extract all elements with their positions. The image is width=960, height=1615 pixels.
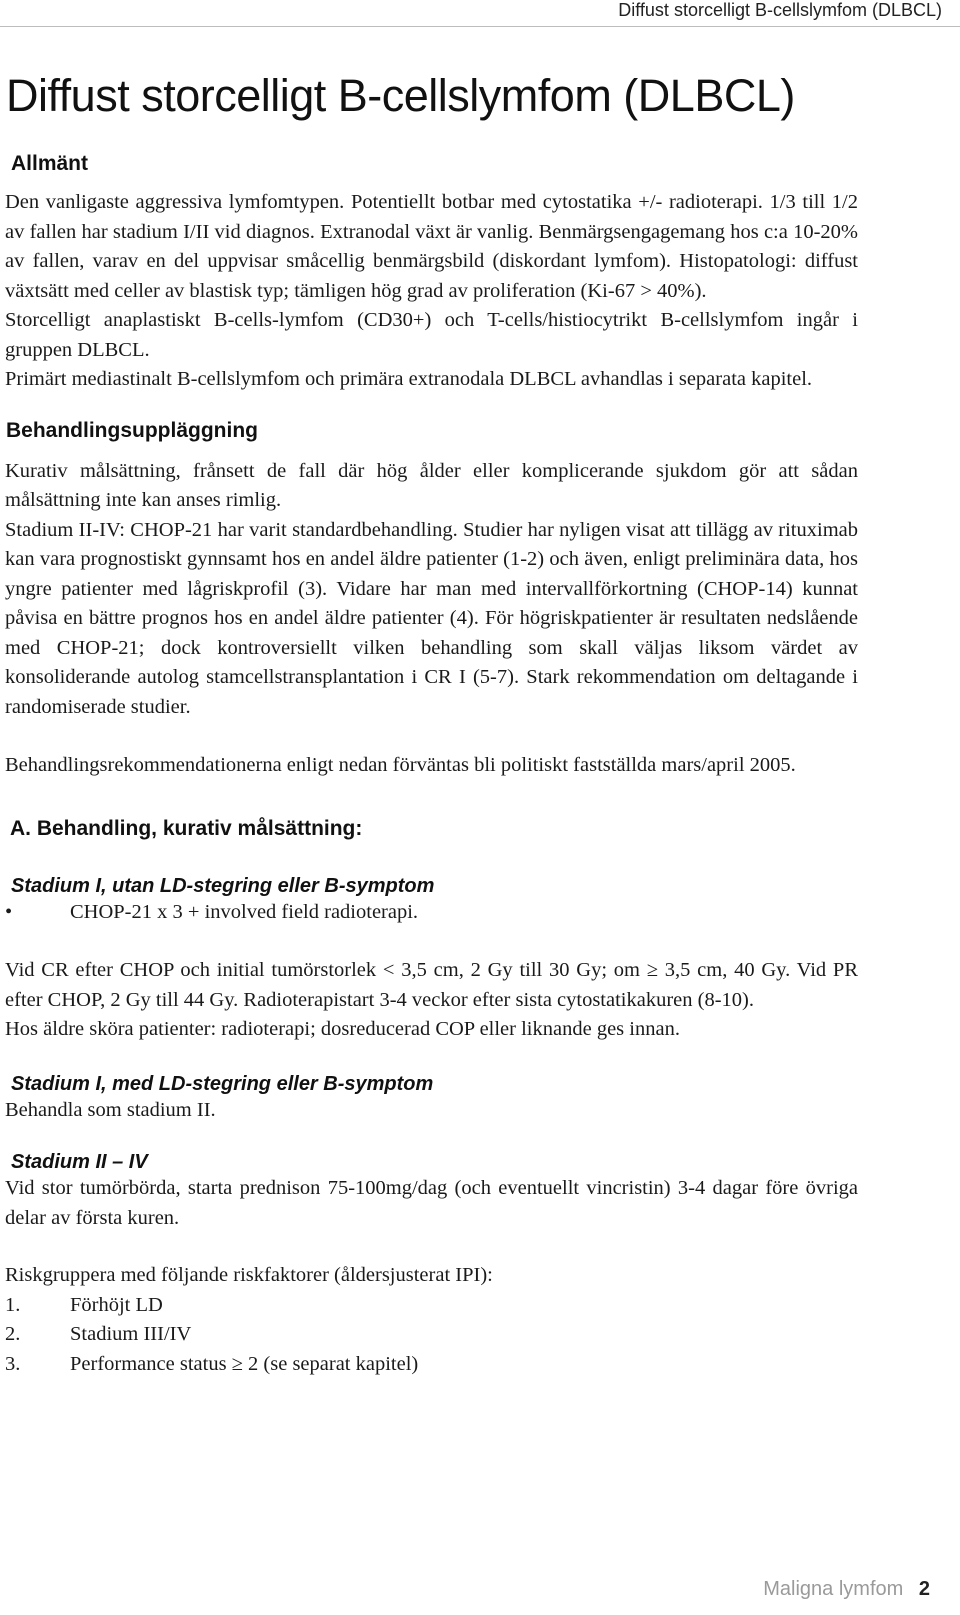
bullet-marker: • xyxy=(5,900,13,923)
subheading-stadium-ii-iv: Stadium II – IV xyxy=(11,1151,148,1173)
heading-behandlingsupplaggning: Behandlingsuppläggning xyxy=(6,418,258,442)
paragraph: Storcelligt anaplastiskt B-cells-lymfom (CD30+) och T-cells/histiocytrikt B-cellslymfom ingår i gruppen DLBCL. xyxy=(5,309,858,361)
subheading-stadium-i-med: Stadium I, med LD-stegring eller B-symptom xyxy=(11,1072,434,1095)
paragraph: Hos äldre sköra patienter: radioterapi; dosreducerad COP eller liknande ges innan. xyxy=(5,1018,680,1040)
list-item xyxy=(5,1291,858,1321)
document-body xyxy=(5,152,858,1379)
bullet-item xyxy=(5,898,858,928)
paragraph: Riskgruppera med följande riskfaktorer (åldersjusterat IPI): xyxy=(5,1264,493,1286)
bullet-text: CHOP-21 x 3 + involved field radioterapi. xyxy=(70,900,419,923)
list-marker: 1. xyxy=(5,1293,21,1316)
header-divider xyxy=(0,26,960,27)
paragraph: Den vanligaste aggressiva lymfomtypen. Potentiellt botbar med cytostatika +/- radioterapi. 1/3 till 1/2 av fallen har stadium I/II vid diagnos. Extranodal växt är vanlig. Benmärgsengagemang hos c:a 10-20% av fallen, varav en del uppvisar småcellig benmärgsbild (diskordant lymfom). Histopatologi: diffust växtsätt med celler av blastisk typ; tämligen hög grad av proliferation (Ki-67 > 40%). xyxy=(5,191,858,302)
subheading-stadium-i-utan: Stadium I, utan LD-stegring eller B-symptom xyxy=(11,874,435,897)
paragraph: Primärt mediastinalt B-cellslymfom och primära extranodala DLBCL avhandlas i separata kapitel. xyxy=(5,368,813,390)
list-text: Performance status ≥ 2 (se separat kapitel) xyxy=(70,1352,419,1375)
paragraph: Behandla som stadium II. xyxy=(5,1098,216,1121)
paragraph: Vid stor tumörbörda, starta prednison 75-100mg/dag (och eventuellt vincristin) 3-4 dagar före övriga delar av första kuren. xyxy=(5,1177,858,1229)
page-number: 2 xyxy=(918,1578,930,1600)
list-marker: 2. xyxy=(5,1323,21,1345)
heading-allmant: Allmänt xyxy=(11,152,89,175)
list-text: Förhöjt LD xyxy=(70,1293,163,1316)
list-marker: 3. xyxy=(5,1352,21,1375)
list-item xyxy=(5,1320,858,1350)
list-item xyxy=(5,1350,858,1380)
paragraph: Behandlingsrekommendationerna enligt nedan förväntas bli politiskt fastställda mars/april 2005. xyxy=(5,754,796,776)
paragraph: Vid CR efter CHOP och initial tumörstorlek < 3,5 cm, 2 Gy till 30 Gy; om ≥ 3,5 cm, 40 Gy. Vid PR efter CHOP, 2 Gy till 44 Gy. Radioterapistart 3-4 veckor efter sista cytostatikakuren (8-10). xyxy=(5,959,858,1011)
list-text: Stadium III/IV xyxy=(70,1323,192,1345)
footer-section-title: Maligna lymfom xyxy=(763,1578,904,1600)
heading-behandling-kurativ: A. Behandling, kurativ målsättning: xyxy=(10,816,363,840)
paragraph: Kurativ målsättning, frånsett de fall där hög ålder eller komplicerande sjukdom gör att sådan målsättning inte kan anses rimlig. xyxy=(5,459,858,511)
page-footer xyxy=(763,1578,930,1601)
paragraph: Stadium II-IV: CHOP-21 har varit standardbehandling. Studier har nyligen visat att tillägg av rituximab kan vara prognostiskt gynnsamt hos en andel äldre patienter (1-2) och även, enligt preliminära data, hos yngre patienter med lågriskprofil (3). Vidare har man med intervallförkortning (CHOP-14) kunnat påvisa en bättre prognos hos en andel äldre patienter (4). För högriskpatienter är resultaten nedslående med CHOP-21; dock kontroversiellt vilken behandling som skall väljas liksom värdet av konsoliderande autolog stamcellstransplantation i CR I (5-7). Stark rekommendation om deltagande i randomiserade studier. xyxy=(5,518,858,718)
page-title: Diffust storcelligt B-cellslymfom (DLBCL) xyxy=(6,70,795,121)
running-header: Diffust storcelligt B-cellslymfom (DLBCL) xyxy=(618,0,942,20)
